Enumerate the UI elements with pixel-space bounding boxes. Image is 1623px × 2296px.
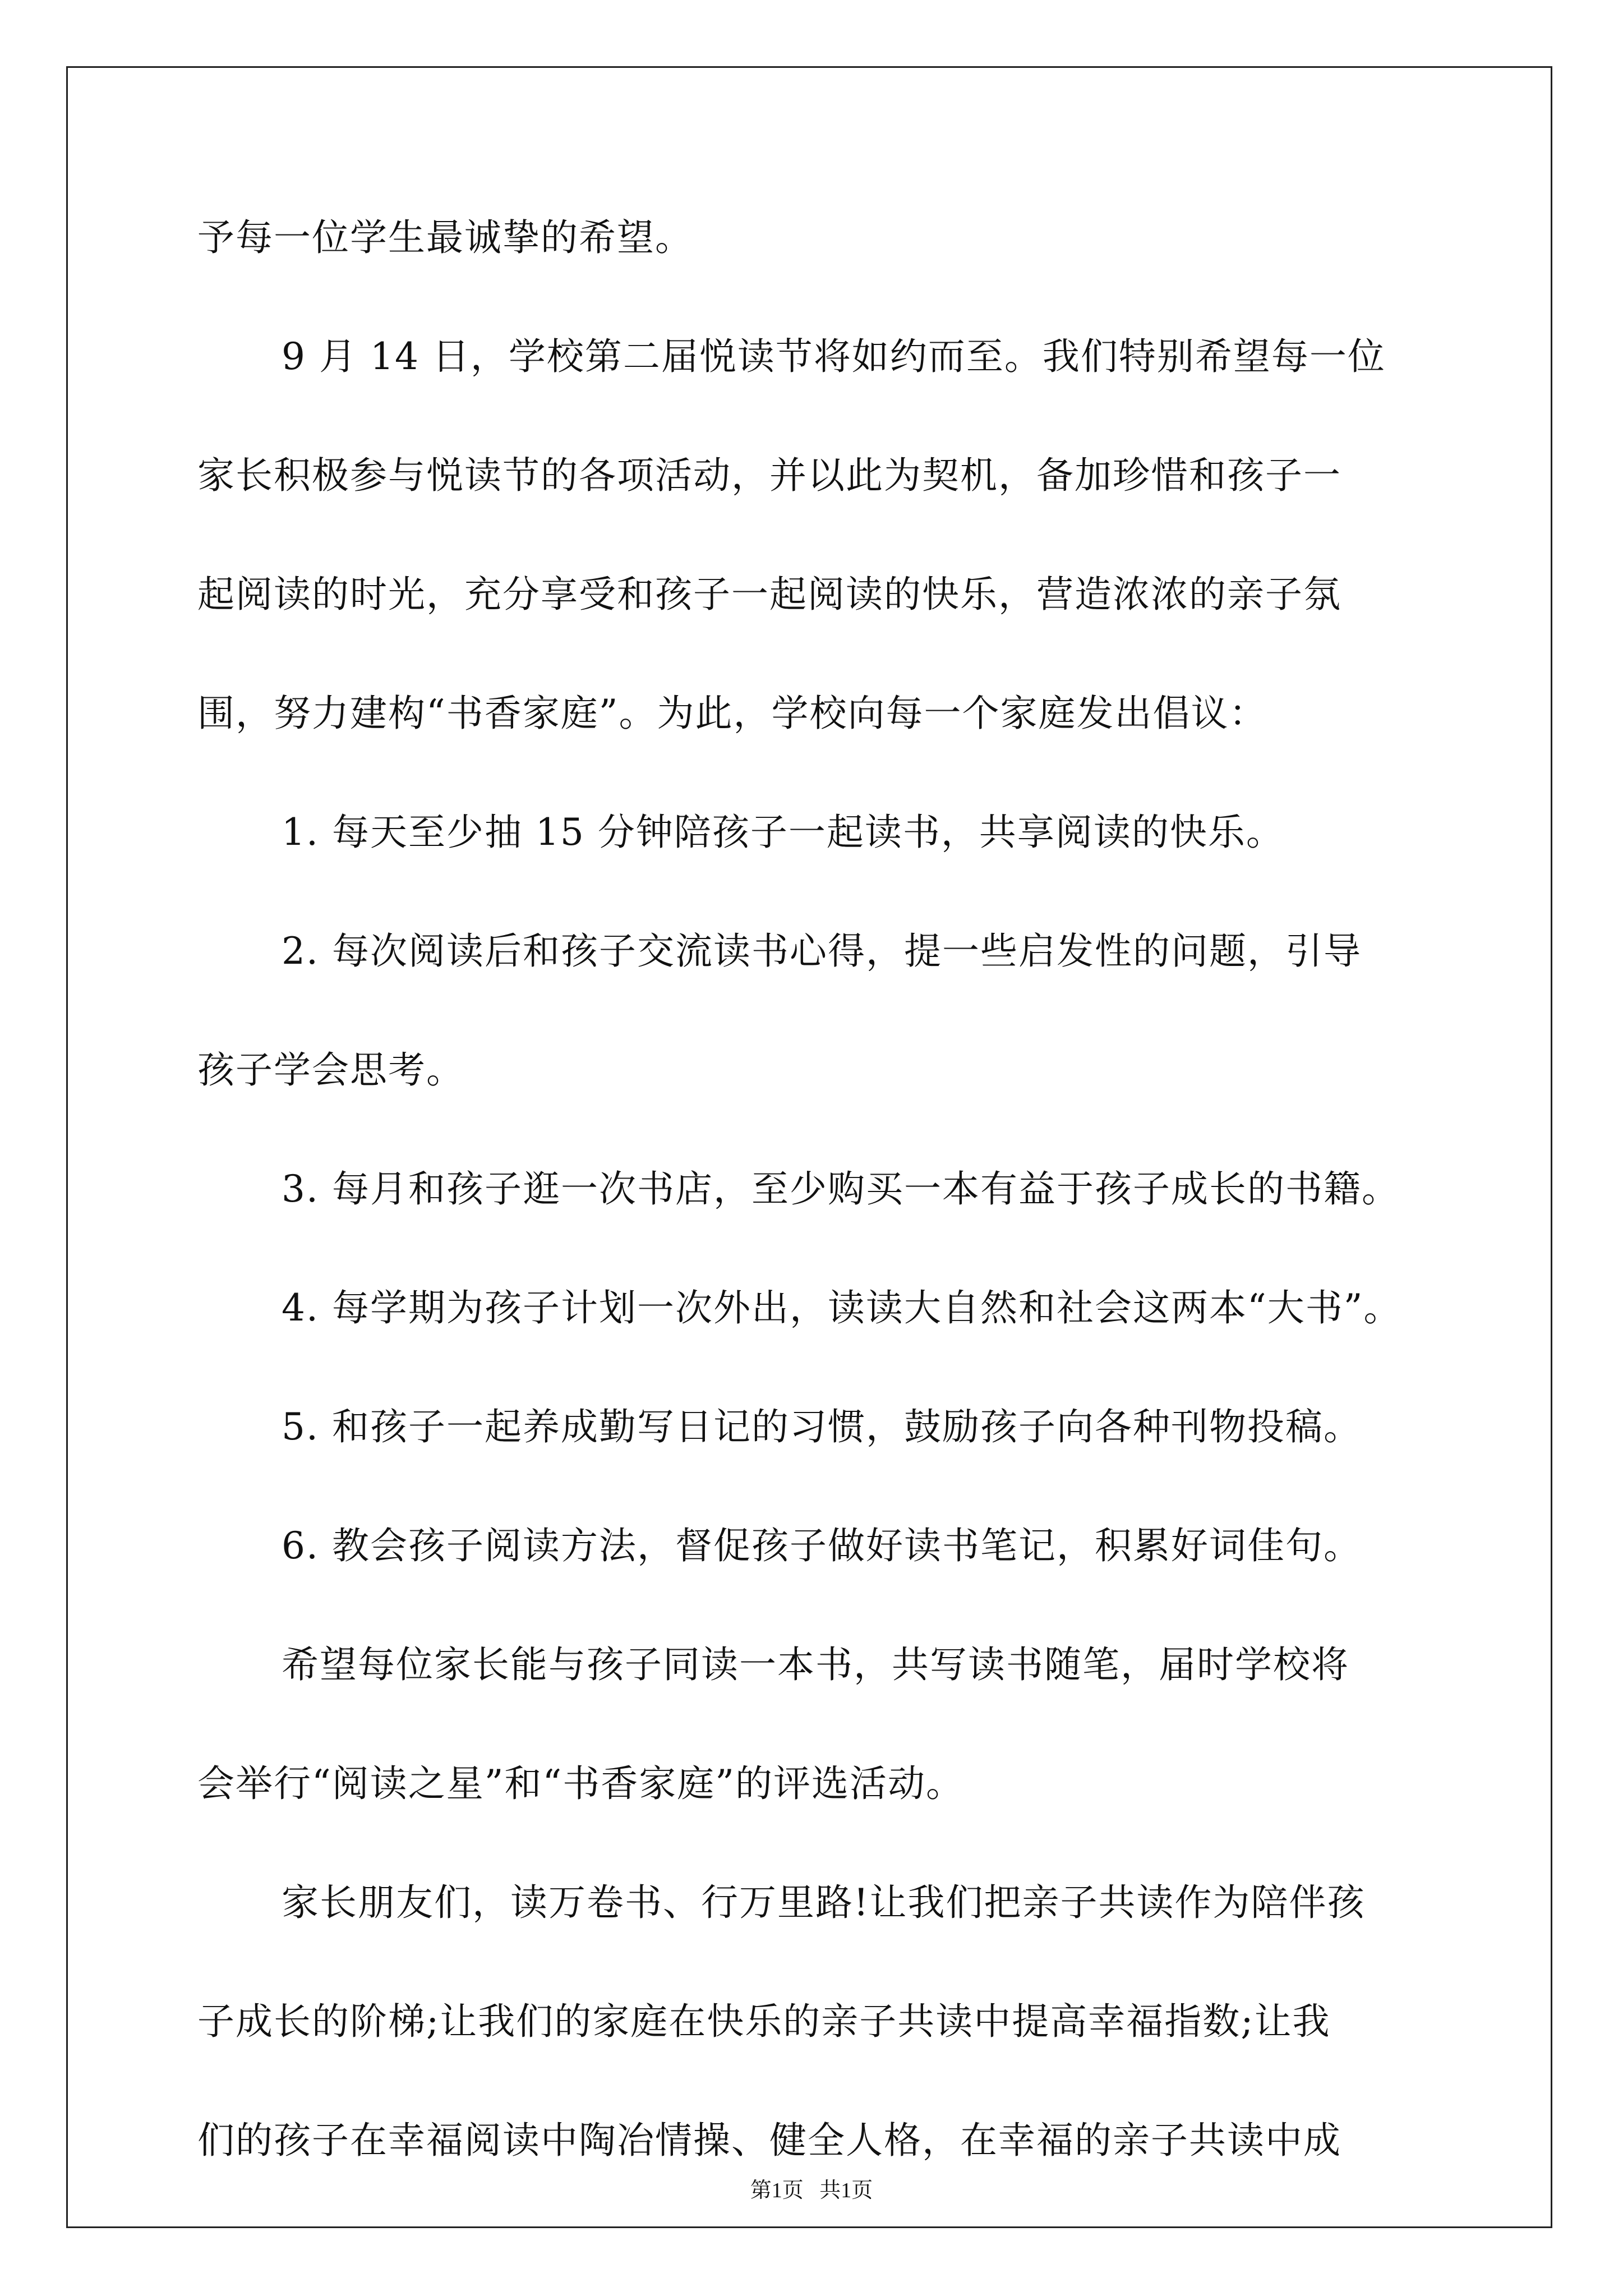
paragraph-first-line: 希望每位家长能与孩子同读一本书，共写读书随笔，届时学校将	[282, 1643, 1349, 1686]
paragraph-first-line: 家长朋友们，读万卷书、行万里路!让我们把亲子共读作为陪伴孩	[282, 1881, 1366, 1924]
page-footer: 第1页 共1页	[750, 2179, 873, 2202]
text-line: 家长积极参与悦读节的各项活动，并以此为契机，备加珍惜和孩子一	[197, 454, 1341, 497]
text-line: 予每一位学生最诚挚的希望。	[197, 216, 693, 259]
paragraph-first-line: 9 月 14 日，学校第二届悦读节将如约而至。我们特别希望每一位	[282, 335, 1386, 378]
text-line: 孩子学会思考。	[197, 1048, 464, 1092]
text-line: 子成长的阶梯;让我们的家庭在快乐的亲子共读中提高幸福指数;让我	[197, 2000, 1331, 2043]
text-line: 围，努力建构“书香家庭”。为此，学校向每一个家庭发出倡议：	[197, 692, 1267, 735]
list-item-5: 5. 和孩子一起养成勤写日记的习惯，鼓励孩子向各种刊物投稿。	[282, 1405, 1362, 1448]
list-item-2: 2. 每次阅读后和孩子交流读书心得，提一些启发性的问题，引导	[282, 930, 1362, 973]
text-line: 们的孩子在幸福阅读中陶冶情操、健全人格，在幸福的亲子共读中成	[197, 2119, 1341, 2162]
list-item-4: 4. 每学期为孩子计划一次外出，读读大自然和社会这两本“大书”。	[282, 1286, 1402, 1329]
text-line: 会举行“阅读之星”和“书香家庭”的评选活动。	[197, 1762, 964, 1805]
list-item-1: 1. 每天至少抽 15 分钟陪孩子一起读书，共享阅读的快乐。	[282, 811, 1284, 854]
list-item-3: 3. 每月和孩子逛一次书店，至少购买一本有益于孩子成长的书籍。	[282, 1167, 1400, 1211]
list-item-6: 6. 教会孩子阅读方法，督促孩子做好读书笔记，积累好词佳句。	[282, 1524, 1362, 1567]
text-line: 起阅读的时光，充分享受和孩子一起阅读的快乐，营造浓浓的亲子氛	[197, 573, 1341, 616]
